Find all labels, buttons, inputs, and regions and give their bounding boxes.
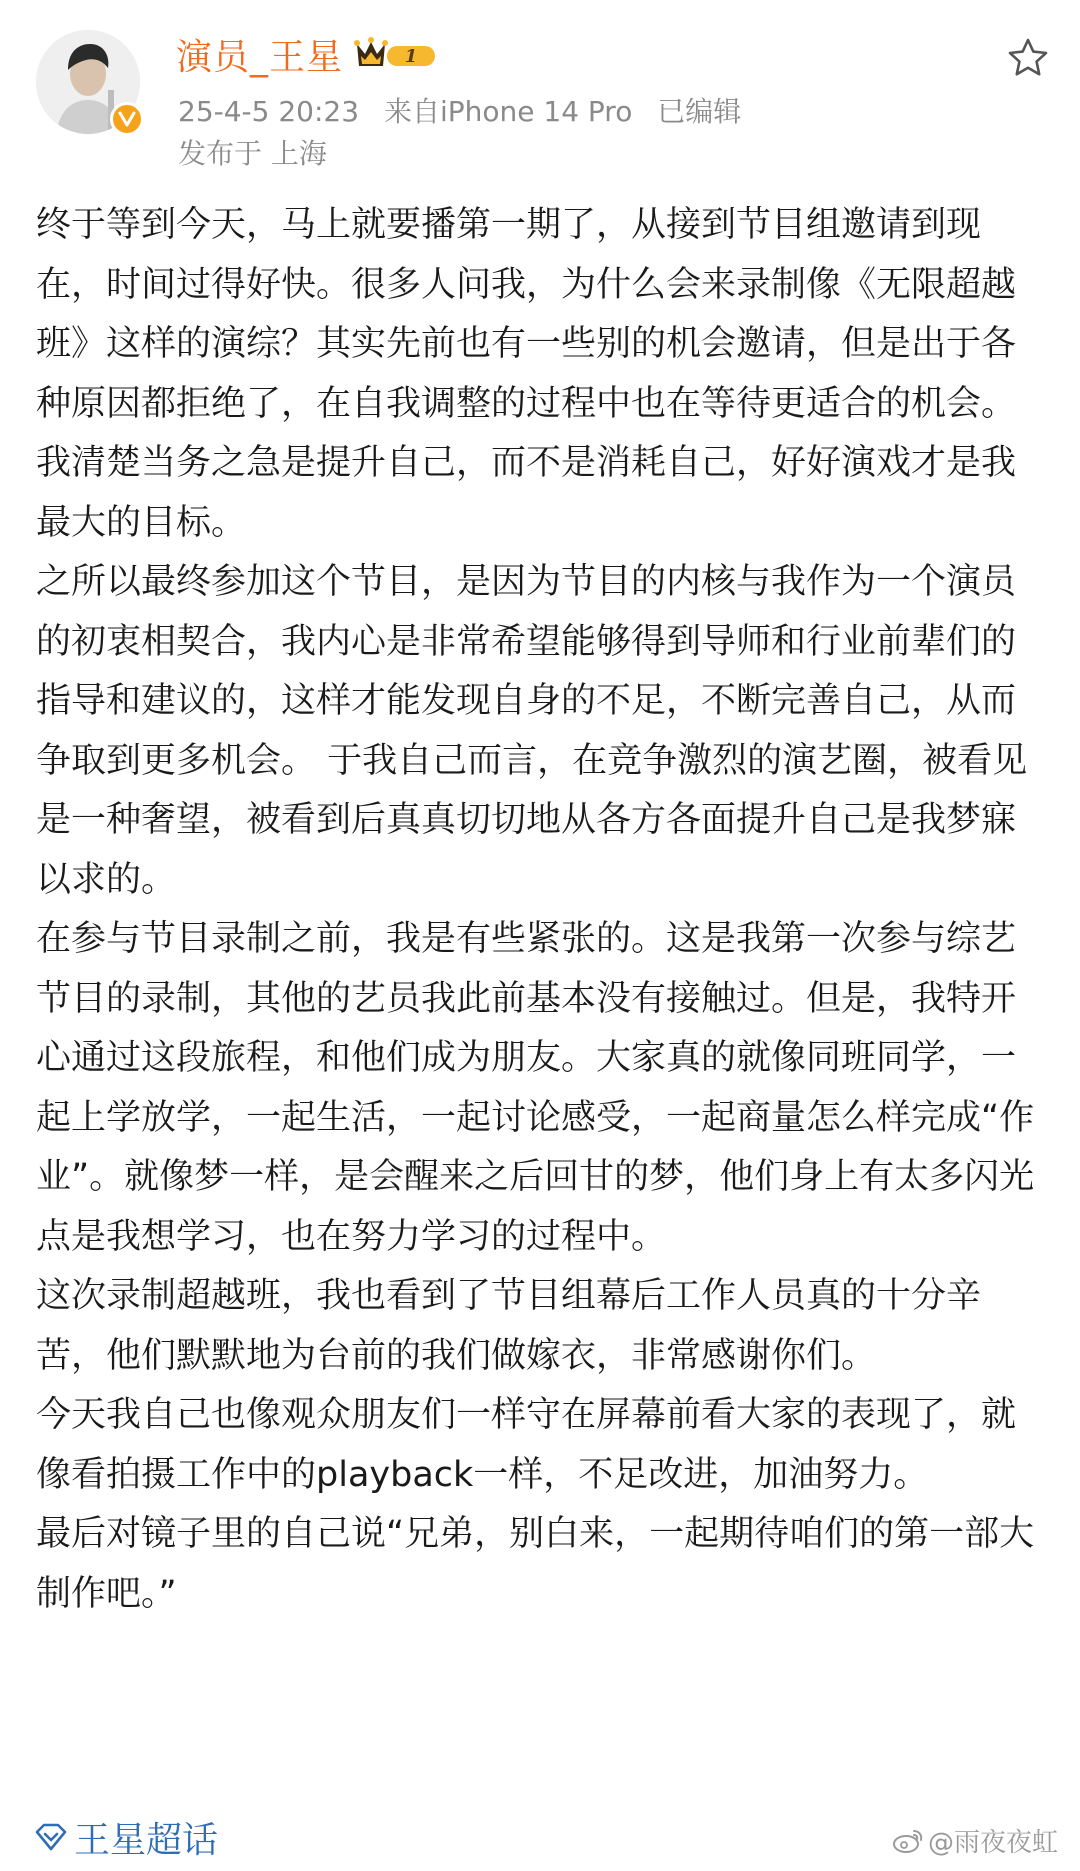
watermark (892, 1822, 1058, 1859)
username-row (176, 28, 439, 80)
post-body (36, 196, 1046, 1624)
super-topic-label[interactable]: 王星超话 (74, 1819, 219, 1861)
paragraph: 之所以最终参加这个节目，是因为节目的内核与我作为一个演员的初衷相契合，我内心是非常希望能够得到导师和行业前辈们的指导和建议的，这样才能发现自身的不足，不断完善自己，从而争取到更多机会。 于我自己而言，在竞争激烈的演艺圈，被看见是一种奢望，被看到后真真切切地从各方各面提升自己是我梦寐以求的。 (36, 562, 1028, 900)
verified-icon (110, 102, 144, 136)
paragraph: 这次录制超越班，我也看到了节目组幕后工作人员真的十分辛苦，他们默默地为台前的我们做嫁衣，非常感谢你们。 (36, 1276, 982, 1376)
vip-crown-icon[interactable] (353, 34, 439, 74)
super-topic-icon (34, 1822, 68, 1852)
star-favorite-icon[interactable] (1006, 36, 1050, 80)
paragraph: 在参与节目录制之前，我是有些紧张的。这是我第一次参与综艺节目的录制，其他的艺员我此前基本没有接触过。但是，我特开心通过这段旅程，和他们成为朋友。大家真的就像同班同学，一起上学放学，一起生活，一起讨论感受，一起商量怎么样完成“作业”。就像梦一样，是会醒来之后回甘的梦，他们身上有太多闪光点是我想学习，也在努力学习的过程中。 (36, 919, 1035, 1257)
post-location: 发布于 上海 (178, 137, 327, 170)
avatar[interactable] (36, 30, 140, 134)
paragraph: 终于等到今天，马上就要播第一期了，从接到节目组邀请到现在，时间过得好快。很多人问我，为什么会来录制像《无限超越班》这样的演综？其实先前也有一些别的机会邀请，但是出于各种原因都拒绝了，在自我调整的过程中也在等待更适合的机会。我清楚当务之急是提升自己，而不是消耗自己，好好演戏才是我最大的目标。 (36, 205, 1017, 543)
post-meta (178, 90, 757, 130)
watermark-text: @雨夜夜虹 (927, 1828, 1058, 1858)
post-time: 25-4-5 20:23 (178, 95, 360, 128)
paragraph: 今天我自己也像观众朋友们一样守在屏幕前看大家的表现了，就像看拍摄工作中的playback一样，不足改进，加油努力。 (36, 1395, 1017, 1495)
post-header (0, 0, 1080, 170)
weibo-icon (892, 1828, 924, 1854)
post-edited[interactable]: 已编辑 (657, 95, 742, 128)
super-topic-link[interactable] (34, 1812, 218, 1862)
vip-level: 1 (404, 46, 418, 67)
post-source: 来自iPhone 14 Pro (383, 95, 633, 128)
paragraph: 最后对镜子里的自己说“兄弟，别白来，一起期待咱们的第一部大制作吧。” (36, 1514, 1035, 1614)
username[interactable]: 演员_王星 (176, 36, 344, 78)
